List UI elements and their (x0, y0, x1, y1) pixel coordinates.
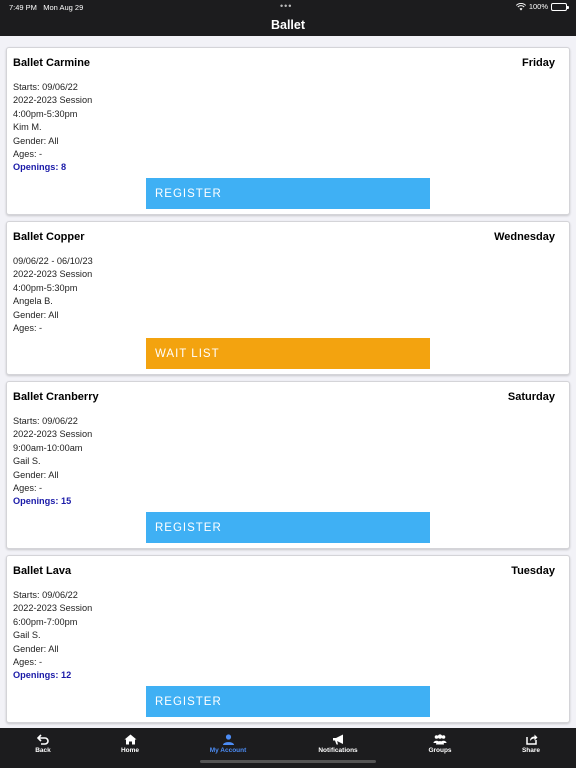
class-details (13, 81, 92, 175)
home-icon (124, 734, 137, 745)
tab-label: Home (120, 747, 140, 754)
class-time: 4:00pm-5:30pm (13, 282, 78, 293)
tab-label: Back (35, 747, 51, 754)
back-arrow-icon (37, 734, 50, 745)
class-details (13, 255, 93, 335)
tab-share[interactable] (491, 734, 571, 754)
class-session: 2022-2023 Session (13, 269, 93, 280)
class-gender: Gender: All (13, 135, 59, 146)
wait-list-button[interactable]: WAIT LIST (146, 338, 430, 369)
battery-icon (551, 3, 567, 11)
class-name: Ballet Copper (13, 231, 85, 243)
class-session: 2022-2023 Session (13, 603, 93, 614)
groups-icon (431, 734, 449, 745)
class-time: 4:00pm-5:30pm (13, 108, 78, 119)
status-right (516, 2, 567, 11)
nav-bar (0, 14, 576, 36)
class-dates: Starts: 09/06/22 (13, 416, 78, 426)
class-time: 9:00am-10:00am (13, 442, 83, 453)
tab-my-account[interactable] (188, 734, 268, 754)
class-gender: Gender: All (13, 643, 59, 654)
class-day: Wednesday (494, 231, 555, 243)
tab-label: Notifications (318, 747, 358, 754)
class-dates: 09/06/22 - 06/10/23 (13, 256, 93, 266)
class-card (6, 381, 570, 549)
megaphone-icon (332, 734, 345, 745)
register-button[interactable]: REGISTER (146, 178, 430, 209)
class-day: Saturday (507, 391, 555, 403)
class-ages: Ages: - (13, 323, 43, 334)
class-session: 2022-2023 Session (13, 429, 93, 440)
class-card (6, 221, 570, 375)
multitask-dots[interactable]: ••• (280, 1, 293, 11)
register-button[interactable]: REGISTER (146, 686, 430, 717)
class-time: 6:00pm-7:00pm (13, 616, 78, 627)
register-button[interactable]: REGISTER (146, 512, 430, 543)
status-time: 7:49 PM Mon Aug 29 (9, 3, 84, 12)
share-icon (525, 734, 538, 745)
class-session: 2022-2023 Session (13, 95, 93, 106)
tab-back[interactable] (3, 734, 83, 754)
class-card (6, 47, 570, 215)
class-ages: Ages: - (13, 657, 43, 668)
class-name: Ballet Carmine (13, 57, 91, 69)
class-openings: Openings: 8 (13, 162, 67, 173)
wifi-icon (516, 3, 526, 11)
class-day: Tuesday (511, 565, 555, 577)
tab-home[interactable] (90, 734, 170, 754)
tab-label: Groups (428, 747, 452, 754)
class-openings: Openings: 15 (13, 496, 72, 507)
tab-groups[interactable] (400, 734, 480, 754)
class-instructor: Angela B. (13, 296, 53, 307)
class-card (6, 555, 570, 723)
class-instructor: Gail S. (13, 630, 41, 641)
tab-label: My Account (209, 747, 247, 754)
class-dates: Starts: 09/06/22 (13, 82, 78, 92)
person-icon (222, 734, 235, 745)
class-instructor: Kim M. (13, 122, 42, 133)
class-gender: Gender: All (13, 309, 59, 320)
class-openings: Openings: 12 (13, 670, 72, 681)
class-ages: Ages: - (13, 483, 43, 494)
class-instructor: Gail S. (13, 456, 41, 467)
class-name: Ballet Cranberry (13, 391, 99, 403)
class-gender: Gender: All (13, 469, 59, 480)
status-bar (0, 0, 576, 14)
home-indicator[interactable] (200, 760, 376, 763)
class-name: Ballet Lava (13, 565, 72, 577)
class-details (13, 589, 92, 683)
class-details (13, 415, 92, 509)
tab-label: Share (521, 747, 541, 754)
class-list[interactable] (0, 36, 576, 728)
battery-percent: 100% (528, 2, 548, 11)
class-day: Friday (521, 57, 555, 69)
tab-notifications[interactable] (298, 734, 378, 754)
page-title: Ballet (270, 18, 306, 32)
class-ages: Ages: - (13, 149, 43, 160)
class-dates: Starts: 09/06/22 (13, 590, 78, 600)
